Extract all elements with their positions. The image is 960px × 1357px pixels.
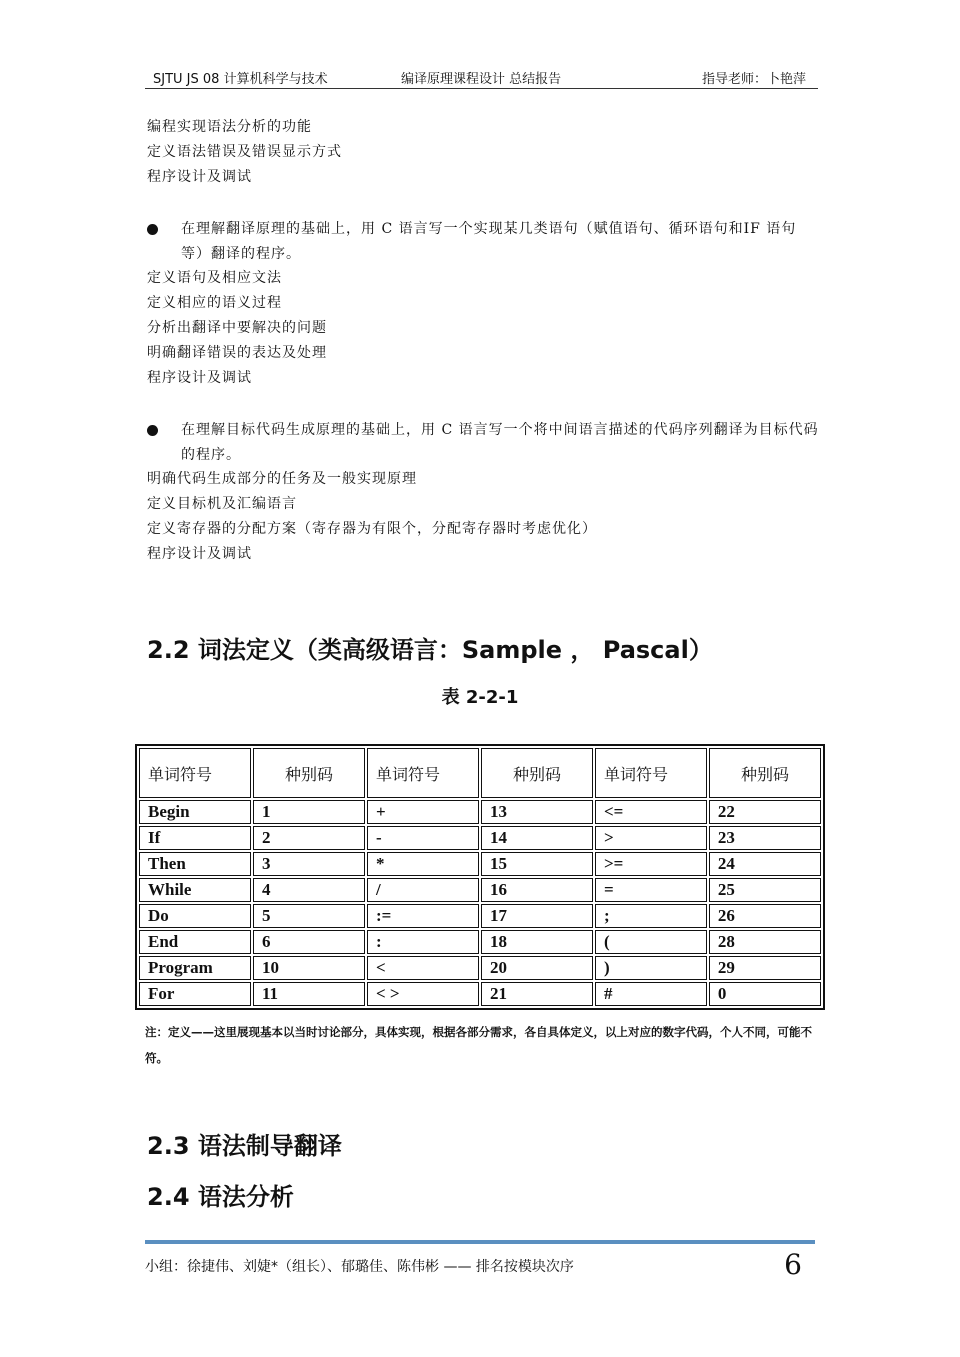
table-cell: 20 [481,956,593,980]
list-item: 定义语法错误及错误显示方式 [147,144,342,160]
list-item: 定义语句及相应文法 [147,270,282,286]
table-cell: 3 [253,852,365,876]
table-cell: For [139,982,251,1006]
table-cell: > [595,826,707,850]
table-cell: Then [139,852,251,876]
table-cell: + [367,800,479,824]
list-item: 定义寄存器的分配方案（寄存器为有限个，分配寄存器时考虑优化） [147,521,597,537]
list-item: 程序设计及调试 [147,546,252,562]
table-row [139,800,821,824]
table-cell: 14 [481,826,593,850]
table-cell: = [595,878,707,902]
table-cell: < [367,956,479,980]
table-note: 注：定义——这里展现基本以当时讨论部分，具体实现，根据各部分需求，各自具体定义，以上对应的数字代码，个人不同，可能不符。 [145,1025,812,1065]
column-header: 单词符号 [139,748,251,798]
table-caption: 表 2-2-1 [441,687,519,708]
list-item: 定义目标机及汇编语言 [147,496,297,512]
table-row [139,904,821,928]
table-cell: # [595,982,707,1006]
table-cell: 15 [481,852,593,876]
table-cell: Program [139,956,251,980]
header-left: SJTU JS 08 计算机科学与技术 [153,72,328,87]
table-cell: 6 [253,930,365,954]
table-row [139,982,821,1006]
table-cell: / [367,878,479,902]
footer-team: 小组：徐捷伟、刘婕*（组长）、郁璐佳、陈伟彬 —— 排名按模块次序 [145,1259,574,1275]
table-cell: 22 [709,800,821,824]
list-item: 分析出翻译中要解决的问题 [147,320,327,336]
table-cell: 10 [253,956,365,980]
table-cell: 2 [253,826,365,850]
table-cell: 18 [481,930,593,954]
list-item: 程序设计及调试 [147,169,252,185]
bullet-translation [147,217,819,267]
header-right: 指导老师：卜艳萍 [701,72,806,87]
table-cell: 1 [253,800,365,824]
section-heading-2-3: 2.3 语法制导翻译 [147,1132,342,1160]
column-header: 单词符号 [595,748,707,798]
list-item: 程序设计及调试 [147,370,252,386]
page-header [145,68,818,89]
table-cell: ; [595,904,707,928]
table-row [139,826,821,850]
table-cell: 26 [709,904,821,928]
header-center: 编译原理课程设计 总结报告 [401,72,562,87]
table-cell: 16 [481,878,593,902]
table-cell: If [139,826,251,850]
table-cell: 23 [709,826,821,850]
footer-divider [145,1240,815,1244]
bullet-text: 在理解目标代码生成原理的基础上，用 C 语言写一个将中间语言描述的代码序列翻译为目标代码的程序。 [181,422,819,463]
column-header: 种别码 [253,748,365,798]
column-header: 种别码 [709,748,821,798]
list-item: 定义相应的语义过程 [147,295,282,311]
table-cell: 28 [709,930,821,954]
section-heading-2-4: 2.4 语法分析 [147,1183,294,1211]
table-cell: While [139,878,251,902]
table-cell: : [367,930,479,954]
table-cell: ( [595,930,707,954]
column-header: 单词符号 [367,748,479,798]
table-row [139,878,821,902]
table-cell: 29 [709,956,821,980]
bullet-codegen [147,418,819,468]
token-code-table [135,744,825,1010]
table-cell: 4 [253,878,365,902]
table-cell: 11 [253,982,365,1006]
table-cell: >= [595,852,707,876]
top-lines [147,115,342,190]
table-cell: Do [139,904,251,928]
table-cell: End [139,930,251,954]
table-cell: <= [595,800,707,824]
table-cell: ) [595,956,707,980]
bullet1-items [147,266,327,391]
table-cell: - [367,826,479,850]
bullet-dot-icon [147,425,158,436]
table-row [139,852,821,876]
column-header: 种别码 [481,748,593,798]
table-cell: 5 [253,904,365,928]
table-cell: 24 [709,852,821,876]
table-cell: 25 [709,878,821,902]
table-cell: < > [367,982,479,1006]
table-cell: 13 [481,800,593,824]
bullet-text: 在理解翻译原理的基础上，用 C 语言写一个实现某几类语句（赋值语句、循环语句和IF 语句等）翻译的程序。 [181,221,797,262]
table-cell: := [367,904,479,928]
list-item: 编程实现语法分析的功能 [147,119,312,135]
list-item: 明确代码生成部分的任务及一般实现原理 [147,471,417,487]
table-cell: Begin [139,800,251,824]
list-item: 明确翻译错误的表达及处理 [147,345,327,361]
table-header-row [139,748,821,798]
table-cell: 0 [709,982,821,1006]
table-row [139,930,821,954]
table-cell: 21 [481,982,593,1006]
table-row [139,956,821,980]
section-heading-2-2: 2.2 词法定义（类高级语言：Sample ， Pascal） [147,636,713,664]
table-cell: * [367,852,479,876]
page-number: 6 [784,1248,802,1281]
table-cell: 17 [481,904,593,928]
bullet2-items [147,467,597,567]
bullet-dot-icon [147,224,158,235]
